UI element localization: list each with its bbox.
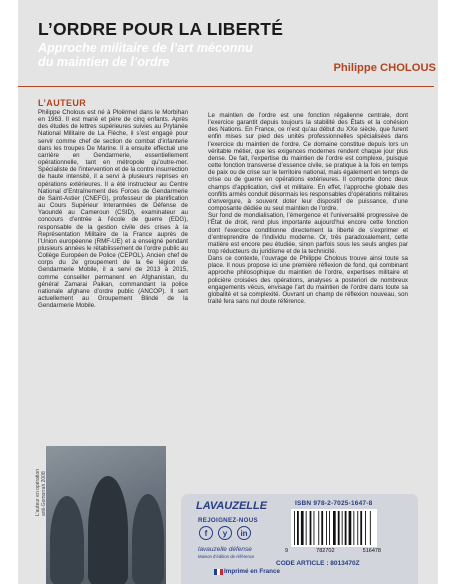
join-us-label: REJOIGNEZ-NOUS [198, 517, 258, 524]
barcode-bar [326, 511, 327, 545]
barcode-bar [357, 511, 358, 545]
imprint-name: lavauzelle défense [198, 546, 252, 553]
author-name: Philippe CHOLOUS [333, 62, 436, 74]
book-subtitle [38, 41, 253, 69]
author-bio-text: Philippe Cholous est né à Ploërmel dans le Morbihan en 1963. Il est marié et père de cinq enfants. Après des études de lettres supérieures suivies au Prytanée National Militaire de La Flèche, il s’est engagé pour servir comme chef de section de combat d’infanterie dans les troupes De Marine. Il a ensuite effectué une carrière en Gendarmerie, essentiellement opérationnelle, tant en métropole qu’outre-mer. Spécialiste de l’intervention et de la contre insurrection de haute intensité, il a servi à plusieurs reprises en opérations extérieures. Il a été instructeur au Centre National d’Entraînement des Forces de Gendarmerie de Saint-Astier (CNEFG), professeur de planification au Cours Supérieur Interarmées de Défense de Yaoundé au Cameroun (CSID), examinateur au concours d’entrée à l’école de guerre (EDG), responsable de la gestion civile des crises à la Représentation Militaire de la France auprès de l’Union européenne (RMF-UE) et a enseigné pendant plusieurs années le rétablissement de l’ordre public au Collège Européen de Police (CEPOL). Ancien chef de corps du 2e groupement de la 6e légion de Gendarmerie Mobile, il a servi de 2013 à 2015, comme conseiller permanent en Afghanistan, du général Zamarai Paikan, commandant la police nationale afghane d’ordre public (ANCOP). Il sert actuellement au Groupement Blindé de la Gendarmerie Mobile. [38, 109, 188, 310]
barcode-bar [297, 511, 299, 545]
social-icons [199, 526, 261, 542]
book-title: L’ORDRE POUR LA LIBERTÉ [38, 19, 284, 39]
barcode-bar [318, 511, 319, 545]
barcode-bar [329, 511, 330, 545]
photo-figure-left [50, 496, 84, 584]
barcode-bar [360, 511, 362, 545]
photo-caption-line-2: anti-Gomorrah 2008 [41, 471, 47, 516]
linkedin-icon[interactable]: in [237, 526, 251, 540]
printed-in-france: Imprimé en France [224, 568, 280, 575]
photo-figure-center [88, 476, 128, 584]
photo-caption-line-1: L’auteur en opération [35, 469, 41, 516]
photo-figure-right [132, 494, 164, 584]
summary-paragraph-2: Sur fond de mondialisation, l’émergence et l’universalité progressive de l’État de droit, rend plus importante aujourd’hui encore cette fonction dont l’exercice conditionne directement la liberté de s’exprimer et d’entreprendre de l’individu moderne. Or, très paradoxalement, cette matière est encore peu étudiée, sinon parfois sous les seuls angles par trop réducteurs du juridisme et de la technicité. [208, 212, 408, 255]
barcode-bar [338, 511, 340, 545]
author-photo [46, 446, 166, 584]
imprint-tagline: Maison d’édition de référence [198, 554, 255, 559]
twitter-icon[interactable]: y [218, 526, 232, 540]
barcode-bar [310, 511, 312, 545]
divider [18, 86, 434, 87]
barcode-bar [301, 511, 304, 545]
summary-paragraph-3: Dans ce contexte, l’ouvrage de Philippe Cholous trouve ainsi toute sa place. Il nous propose ici une première réflexion de fond, qui combinant approche philosophique du maintien de l’ordre, expertises militaire et policière croisées des opérations, analyses a posteriori de nombreux engagements vécus, envisage l’art du maintien de l’ordre dans toute sa globalité et sa complexité. Ouvrant un champ de réflexion nouveau, son traité fera sans nul doute référence. [208, 255, 408, 306]
barcode-digits-left: 782702 [316, 548, 335, 554]
french-flag-icon [214, 569, 223, 575]
barcode-bar [333, 511, 336, 545]
barcode-bar [349, 511, 352, 545]
section-heading-author: L’AUTEUR [38, 98, 87, 108]
barcode-bar [365, 511, 366, 545]
barcode-digits [285, 548, 381, 554]
facebook-icon[interactable]: f [199, 526, 213, 540]
barcode-bar [314, 511, 315, 545]
publisher-logo: LAVAUZELLE [196, 500, 268, 512]
isbn: ISBN 978-2-7025-1647-8 [295, 500, 373, 507]
barcode-digit-prefix: 9 [285, 548, 289, 554]
barcode-bar [321, 511, 323, 545]
barcode-bar [353, 511, 354, 545]
barcode-bar [342, 511, 343, 545]
barcode-bar [345, 511, 347, 545]
author-bio [38, 109, 188, 309]
subtitle-line-1: Approche militaire de l’art méconnu [38, 41, 253, 55]
photo-caption [35, 469, 47, 516]
barcode-digits-right: 516478 [362, 548, 381, 554]
article-code: CODE ARTICLE : 8013470Z [276, 560, 360, 567]
subtitle-line-2: du maintien de l’ordre [38, 55, 170, 69]
summary-paragraph-1: Le maintien de l’ordre est une fonction régalienne centrale, dont l’exercice garantit depuis toujours la stabilité des États et la cohésion des Nations. En France, ce n’est qu’au début du XXe siècle, que furent enfin mises sur pied des unités professionnelles spécialisées dans l’exercice du maintien de l’ordre. Ce domaine constitue depuis lors un véritable métier, que les exigences modernes rendent chaque jour plus dense. De fait, l’expertise du maintien de l’ordre est complexe, puisque cette fonction transverse d’essence civile, se pratique à la fois en temps de paix ou de crise sur le territoire national, mais également en temps de crise ou de guerre en opérations extérieures. Il comporte donc deux champs d’application, civil et militaire. En effet, l’approche globale des conflits armés conduit désormais les responsables d’opérations militaires d’envergure, à souvent doter leur dispositif de puissance, d’une composante dédiée ou seul maintien de l’ordre. [208, 112, 408, 213]
barcode-bar [294, 511, 295, 545]
book-summary [208, 112, 408, 305]
barcode-bar [370, 511, 371, 545]
barcode [291, 509, 377, 547]
barcode-bar [306, 511, 307, 545]
